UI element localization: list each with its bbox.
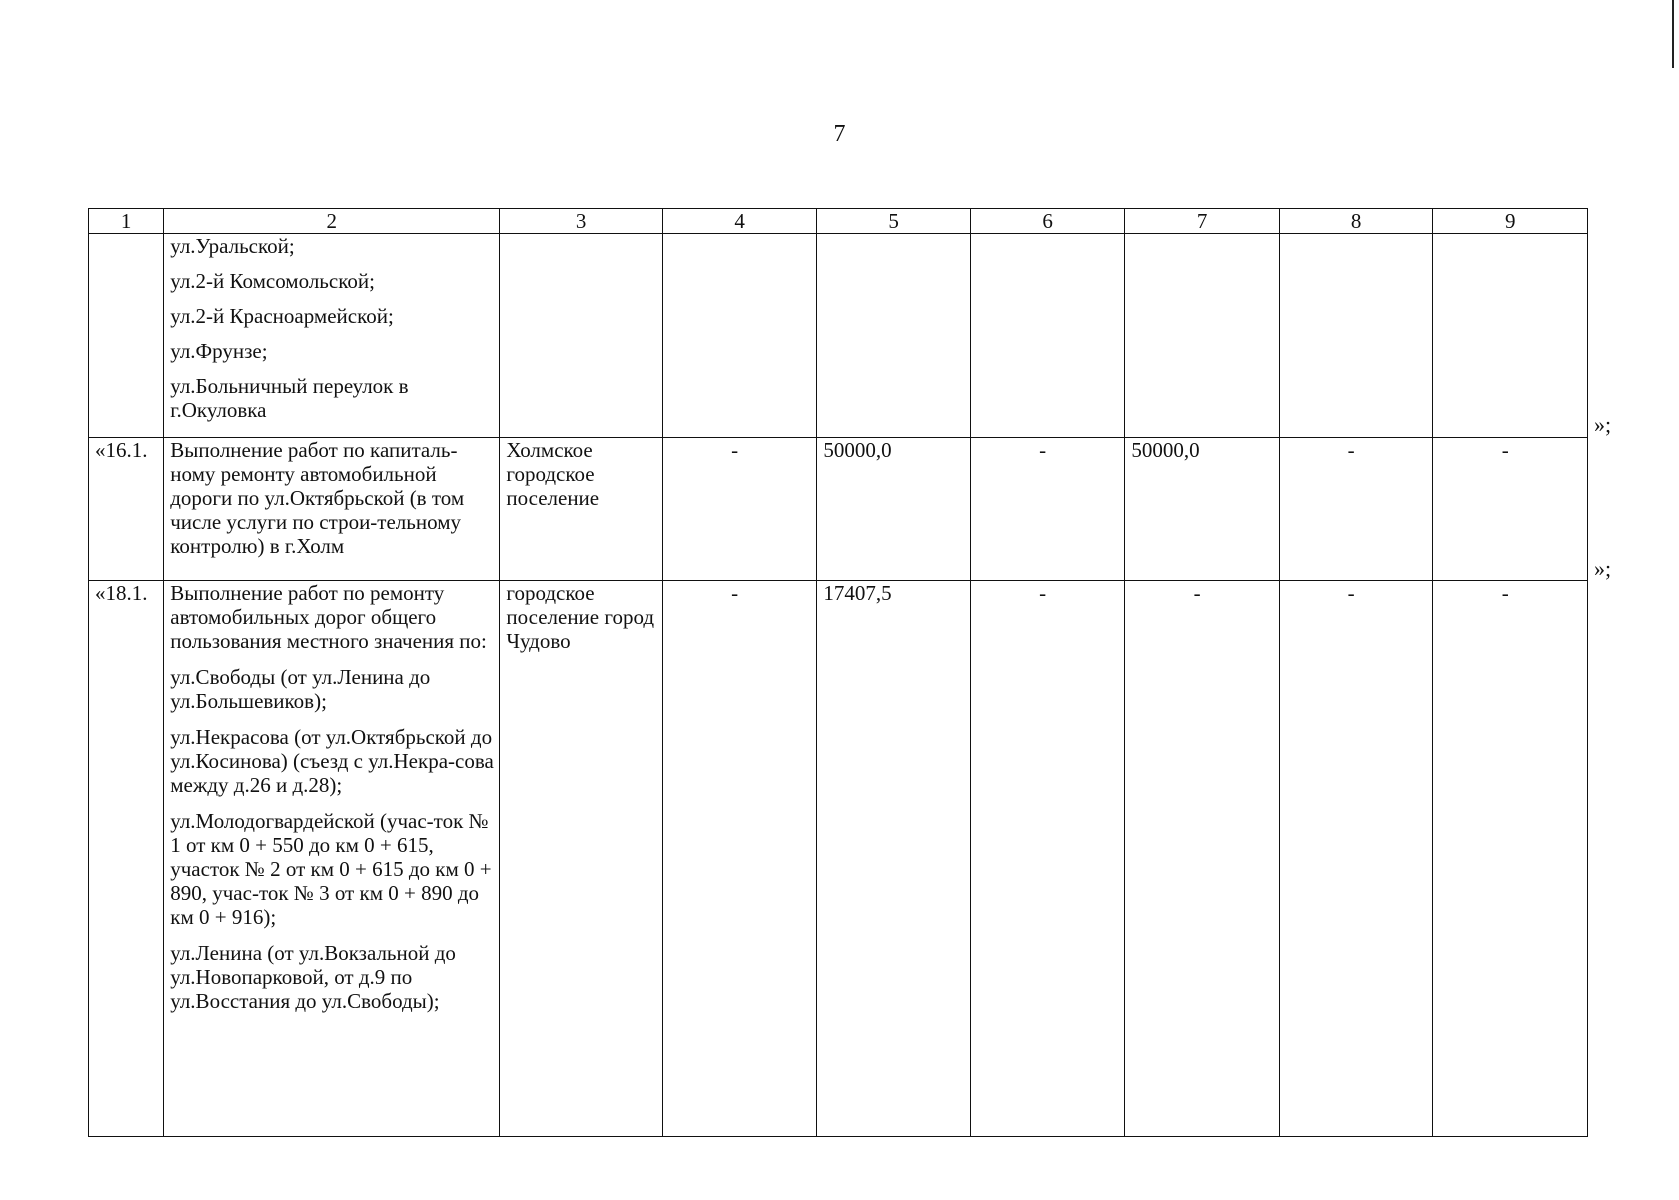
header-col-3: 3: [500, 209, 663, 234]
cell-c7: [1125, 234, 1280, 438]
page-number: 7: [833, 121, 846, 147]
cell-c4: [662, 234, 817, 438]
page-edge-line: [1672, 0, 1674, 68]
table-row-16-1: [89, 438, 1588, 581]
street-item: ул.Уральской;: [170, 234, 295, 258]
cell-value: -: [1193, 581, 1201, 605]
cell-c8: [1279, 438, 1433, 581]
cell-c9: [1433, 438, 1588, 581]
cell-value: -: [1347, 581, 1355, 605]
cell-recipient: городское поселение город Чудово: [500, 581, 663, 1137]
cell-c4: [662, 581, 817, 1137]
header-col-7: 7: [1125, 209, 1280, 234]
header-col-8: 8: [1279, 209, 1433, 234]
cell-value: -: [1501, 438, 1509, 462]
description-paragraph: Выполнение работ по ремонту автомобильных дорог общего пользования местного значения по:: [170, 581, 487, 653]
table-row-continuation: [89, 234, 1588, 438]
header-row: [89, 209, 1588, 234]
cell-description: [164, 581, 500, 1137]
cell-c9: [1433, 581, 1588, 1137]
cell-num: «16.1.: [89, 438, 164, 581]
cell-c8: [1279, 581, 1433, 1137]
description-paragraph: ул.Некрасова (от ул.Октябрьской до ул.Косинова) (съезд с ул.Некра-сова между д.26 и д.28);: [170, 725, 494, 797]
cell-recipient: Холмское городское поселение: [500, 438, 663, 581]
cell-recipient: [500, 234, 663, 438]
cell-c5: 17407,5: [817, 581, 971, 1137]
cell-c8: [1279, 234, 1433, 438]
closing-quote-continuation: »;: [1594, 412, 1612, 437]
cell-value: -: [731, 581, 739, 605]
cell-c5: [817, 234, 971, 438]
header-col-6: 6: [970, 209, 1125, 234]
cell-description: Выполнение работ по капиталь-ному ремонту автомобильной дороги по ул.Октябрьской (в том числе услуги по строи-тельному контролю) в г.Холм: [164, 438, 500, 581]
street-item: ул.Фрунзе;: [170, 339, 268, 363]
closing-quote-16-1: »;: [1594, 556, 1612, 581]
cell-c9: [1433, 234, 1588, 438]
cell-c7: 50000,0: [1125, 438, 1280, 581]
cell-value: -: [1501, 581, 1509, 605]
header-col-5: 5: [817, 209, 971, 234]
street-item: ул.2-й Комсомольской;: [170, 269, 375, 293]
description-paragraph: ул.Молодогвардейской (учас-ток № 1 от км 0 + 550 до км 0 + 615, участок № 2 от км 0 + 615 до км 0 + 890, учас-ток № 3 от км 0 + 890 до км 0 + 916);: [170, 809, 492, 929]
cell-num: «18.1.: [89, 581, 164, 1137]
cell-value: -: [1039, 438, 1047, 462]
cell-c4: [662, 438, 817, 581]
header-col-1: 1: [89, 209, 164, 234]
table-row-18-1: [89, 581, 1588, 1137]
street-item: ул.2-й Красноармейской;: [170, 304, 394, 328]
header-col-9: 9: [1433, 209, 1588, 234]
cell-c6: [970, 438, 1125, 581]
cell-c7: [1125, 581, 1280, 1137]
cell-c6: [970, 581, 1125, 1137]
cell-value: -: [731, 438, 739, 462]
data-table: [88, 208, 1588, 1137]
cell-value: -: [1039, 581, 1047, 605]
cell-streets: [164, 234, 500, 438]
street-item: ул.Больничный переулок в г.Окуловка: [170, 374, 409, 422]
description-paragraph: ул.Свободы (от ул.Ленина до ул.Большевиков);: [170, 665, 431, 713]
cell-num: [89, 234, 164, 438]
description-paragraph: ул.Ленина (от ул.Вокзальной до ул.Новопарковой, от д.9 по ул.Восстания до ул.Свободы);: [170, 941, 456, 1013]
cell-value: -: [1347, 438, 1355, 462]
cell-c6: [970, 234, 1125, 438]
header-col-2: 2: [164, 209, 500, 234]
header-col-4: 4: [662, 209, 817, 234]
cell-c5: 50000,0: [817, 438, 971, 581]
